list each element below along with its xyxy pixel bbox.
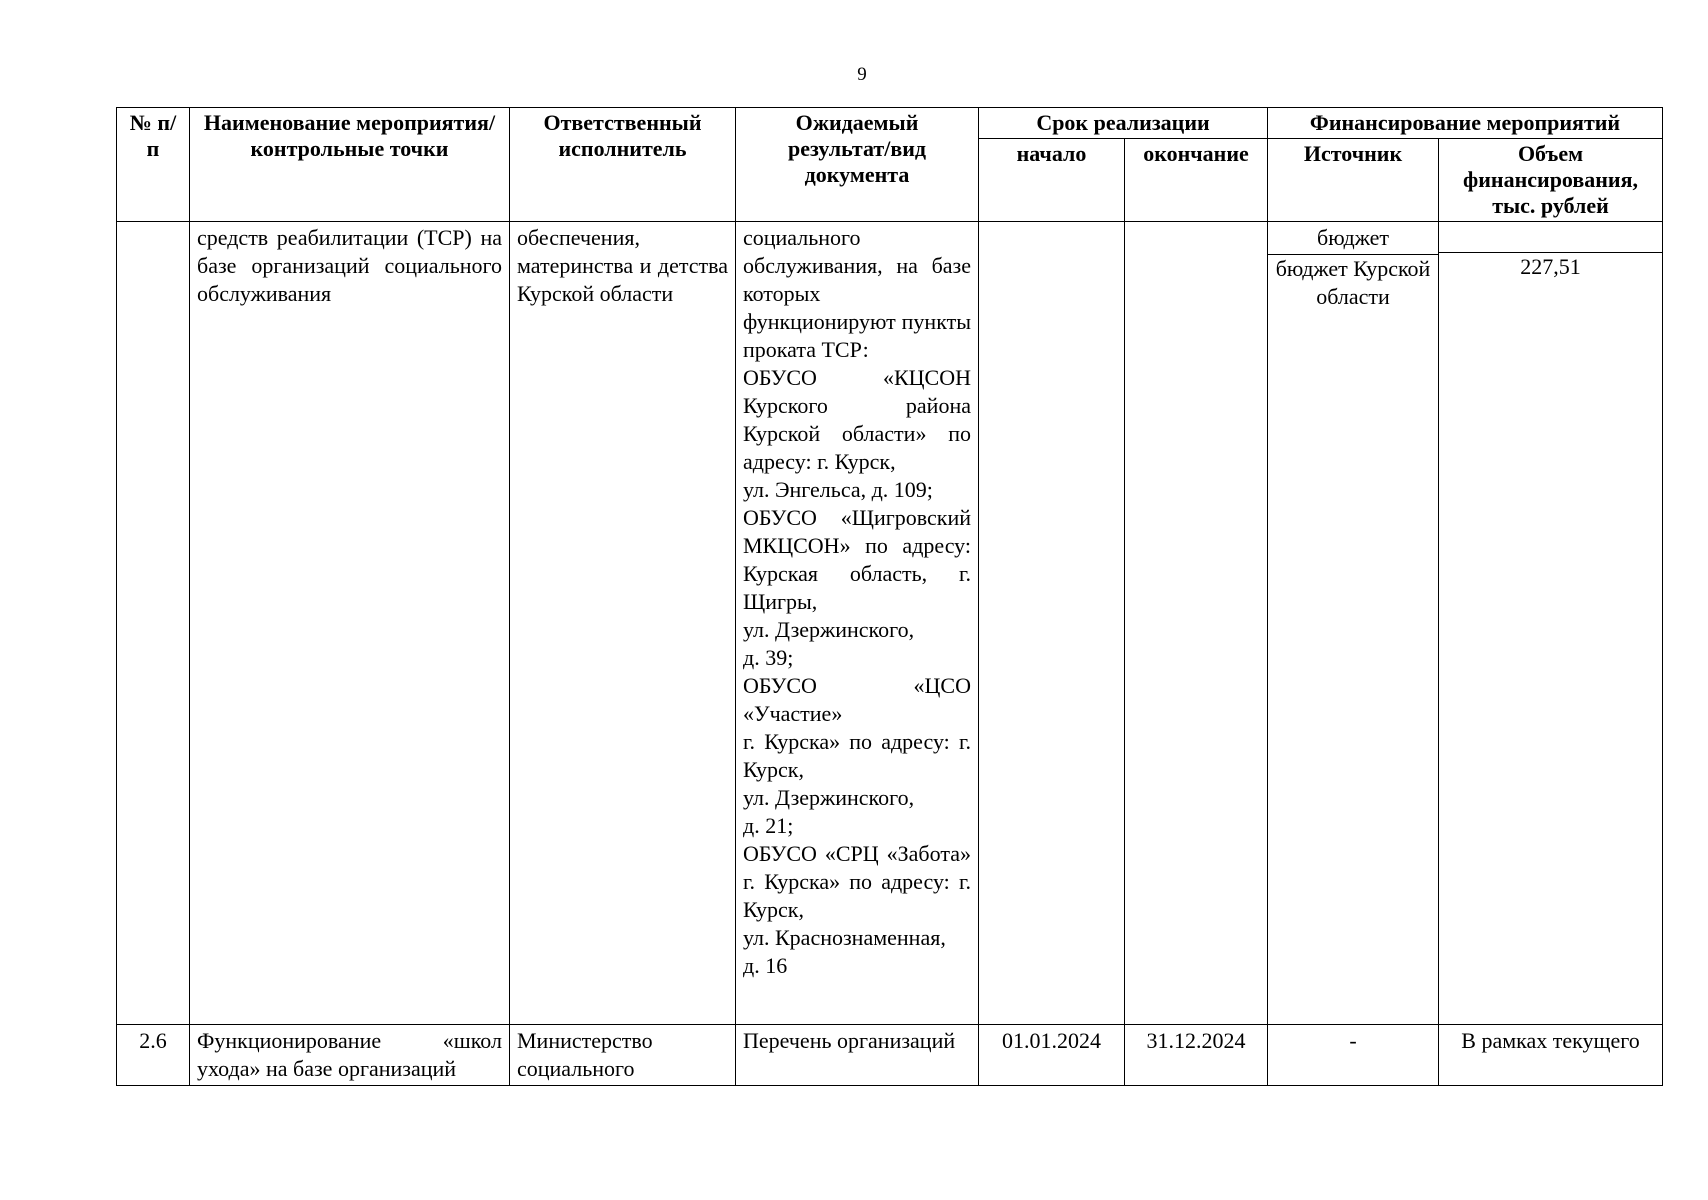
- header-period-end: окончание: [1125, 139, 1268, 222]
- result-line: ул. Дзержинского,: [743, 617, 915, 642]
- cell-result: [736, 222, 979, 1025]
- result-line: ОБУСО «ЦСО «Участие»: [743, 673, 971, 726]
- result-line: д. 39;: [743, 645, 794, 670]
- header-period-start: начало: [979, 139, 1125, 222]
- header-name: Наименование мероприятия/контрольные точки: [190, 108, 510, 222]
- volume-item: 227,51: [1520, 254, 1581, 279]
- cell-source: [1268, 222, 1439, 1025]
- table-row: [117, 222, 1663, 1025]
- result-line: ул. Дзержинского,: [743, 785, 915, 810]
- header-period: Срок реализации: [979, 108, 1268, 139]
- cell-start: [979, 222, 1125, 1025]
- header-num: № п/п: [117, 108, 190, 222]
- result-line: ОБУСО «СРЦ «Забота» г. Курска» по адресу: г. Курск,: [743, 841, 971, 922]
- cell-volume: В рамках текущего: [1439, 1025, 1663, 1086]
- result-line: социального обслуживания, на базе которых функционируют пункты проката ТСР:: [743, 225, 971, 362]
- cell-result: Перечень организаций: [736, 1025, 979, 1086]
- source-item: бюджет: [1268, 224, 1438, 255]
- table-row: [117, 1025, 1663, 1086]
- cell-name: средств реабилитации (ТСР) на базе организаций социального обслуживания: [190, 222, 510, 1025]
- result-line: г. Курска» по адресу: г. Курск,: [743, 729, 971, 782]
- result-line: д. 21;: [743, 813, 794, 838]
- header-result: Ожидаемый результат/вид документа: [736, 108, 979, 222]
- cell-num: [117, 222, 190, 1025]
- header-responsible: Ответственный исполнитель: [510, 108, 736, 222]
- header-row-top: [117, 108, 1663, 139]
- cell-num: 2.6: [117, 1025, 190, 1086]
- page-number: 9: [857, 64, 867, 85]
- result-line: д. 16: [743, 953, 788, 978]
- result-line: ул. Краснознаменная,: [743, 925, 946, 950]
- cell-end: 31.12.2024: [1125, 1025, 1268, 1086]
- header-fin-source: Источник: [1268, 139, 1439, 222]
- header-financing: Финансирование мероприятий: [1268, 108, 1663, 139]
- cell-name: Функционирование «школ ухода» на базе организаций: [190, 1025, 510, 1086]
- volume-item: [1439, 224, 1662, 253]
- cell-responsible: обеспечения, материнства и детства Курской области: [510, 222, 736, 1025]
- cell-start: 01.01.2024: [979, 1025, 1125, 1086]
- result-line: ОБУСО «Щигровский МКЦСОН» по адресу: Курская область, г. Щигры,: [743, 505, 971, 614]
- cell-volume: [1439, 222, 1663, 1025]
- cell-responsible: Министерство социального: [510, 1025, 736, 1086]
- cell-source: -: [1268, 1025, 1439, 1086]
- result-line: ОБУСО «КЦСОН Курского района Курской области» по адресу: г. Курск,: [743, 365, 971, 474]
- header-fin-volume: Объем финансирования, тыс. рублей: [1439, 139, 1663, 222]
- action-plan-table: [116, 107, 1663, 1086]
- source-item: бюджет Курской области: [1275, 256, 1431, 309]
- cell-end: [1125, 222, 1268, 1025]
- result-line: ул. Энгельса, д. 109;: [743, 477, 933, 502]
